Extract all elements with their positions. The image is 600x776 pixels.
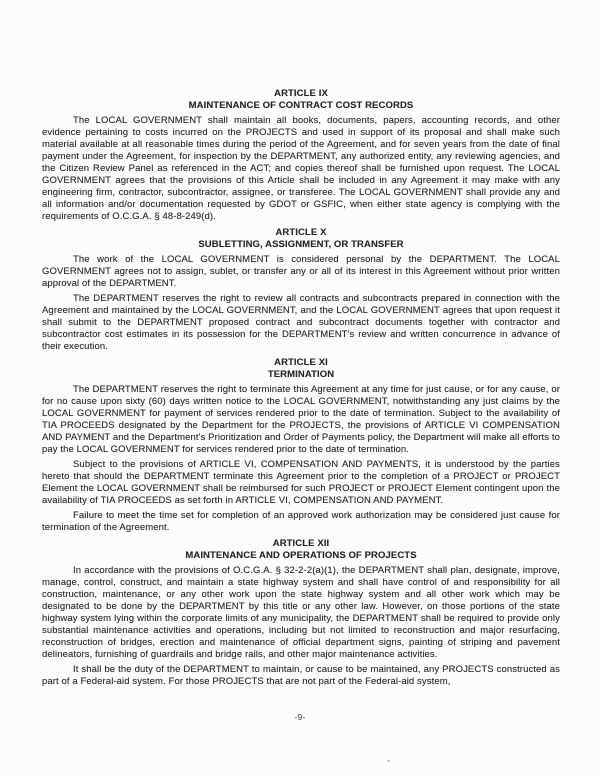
article-x-paragraph-2: The DEPARTMENT reserves the right to review all contracts and subcontracts prepared in connection with the Agreement and maintained by the LOCAL GOVERNMENT, and the LOCAL GOVERNMENT agrees that upon request it shall submit to the DEPARTMENT proposed contract and subcontract documents together with contractor and subcontractor cost estimates in its possession for the DEPARTMENT's review and written concurrence in advance of their execution. — [42, 293, 560, 352]
page-number: -9- — [294, 712, 306, 722]
article-xi-heading — [42, 357, 560, 381]
article-xi-title: TERMINATION — [267, 369, 335, 380]
article-xi-paragraph-2: Subject to the provisions of ARTICLE VI, COMPENSATION AND PAYMENTS, it is understood by the parties hereto that should the DEPARTMENT terminate this Agreement prior to the completion of a PROJECT or PROJECT Element the LOCAL GOVERNMENT shall be reimbursed for such PROJECT or PROJECT Element contingent upon the availability of TIA PROCEEDS as set forth in ARTICLE VI, COMPENSATION AND PAYMENT. — [42, 459, 560, 506]
article-x-heading — [42, 227, 560, 251]
article-xii-paragraph-1: In accordance with the provisions of O.C.G.A. § 32-2-2(a)(1), the DEPARTMENT shall plan, designate, improve, manage, control, construct, and maintain a state highway system and shall have control of and responsibility for all construction, maintenance, or any other work upon the state highway system and all other work which may be designated to be done by the DEPARTMENT by this title or any other law. However, on those portions of the state highway system lying within the corporate limits of any municipality, the DEPARTMENT shall be required to provide only substantial maintenance activities and operations, including but not limited to reconstruction and major resurfacing, reconstruction of bridges, erection and maintenance of official department signs, painting of striping and pavement delineators, furnishing of guardrails and bridge rails, and other major maintenance activities. — [42, 565, 560, 660]
article-ix-title: MAINTENANCE OF CONTRACT COST RECORDS — [188, 100, 414, 111]
article-xii-title: MAINTENANCE AND OPERATIONS OF PROJECTS — [185, 550, 417, 561]
scan-speck — [387, 760, 390, 762]
article-xii-number: ARTICLE XII — [272, 538, 330, 549]
article-xi-paragraph-1: The DEPARTMENT reserves the right to terminate this Agreement at any time for just cause, or for any cause, or for no cause upon sixty (60) days written notice to the LOCAL GOVERNMENT, notwithstanding any just claims by the LOCAL GOVERNMENT for payment of services rendered prior to the date of termination. Subject to the availability of TIA PROCEEDS designated by the Department for the PROJECTS, the provisions of ARTICLE VI COMPENSATION AND PAYMENT and the Department's Prioritization and Order of Payments policy, the Department will make all efforts to pay the LOCAL GOVERNMENT for services rendered prior to the date of termination. — [42, 384, 560, 455]
article-xi-number: ARTICLE XI — [274, 357, 328, 368]
contract-page-content — [42, 0, 560, 688]
article-ix-number: ARTICLE IX — [274, 88, 328, 99]
article-xii-section — [42, 538, 560, 688]
article-xii-heading — [42, 538, 560, 562]
article-ix-section — [42, 88, 560, 223]
article-x-section — [42, 227, 560, 353]
article-ix-heading — [42, 88, 560, 112]
article-xi-paragraph-3: Failure to meet the time set for completion of an approved work authorization may be considered just cause for termination of the Agreement. — [42, 510, 560, 533]
article-xii-paragraph-2: It shall be the duty of the DEPARTMENT to maintain, or cause to be maintained, any PROJECTS constructed as part of a Federal-aid system. For those PROJECTS that are not part of the Federal-aid system, — [42, 664, 560, 687]
article-x-paragraph-1: The work of the LOCAL GOVERNMENT is considered personal by the DEPARTMENT. The LOCAL GOVERNMENT agrees not to assign, sublet, or transfer any or all of its interest in this Agreement without prior written approval of the DEPARTMENT. — [42, 254, 560, 289]
article-xi-section — [42, 357, 560, 534]
article-ix-paragraph-1: The LOCAL GOVERNMENT shall maintain all books, documents, papers, accounting records, and other evidence pertaining to costs incurred on the PROJECTS and used in support of its proposal and shall make such material available at all reasonable times during the period of the Agreement, and for seven years from the date of final payment under the Agreement, for inspection by the DEPARTMENT, any authorized entity, any reviewing agencies, and the Citizen Review Panel as referenced in the ACT; and copies thereof shall be furnished upon request. The LOCAL GOVERNMENT agrees that the provisions of this Article shall be included in any Agreement it may make with any engineering firm, contractor, subcontractor, assignee, or transferee. The LOCAL GOVERNMENT shall provide any and all information and/or documentation requested by GDOT or GSFIC, when either state agency is complying with the requirements of O.C.G.A. § 48-8-249(d). — [42, 115, 560, 222]
article-x-title: SUBLETTING, ASSIGNMENT, OR TRANSFER — [198, 239, 404, 250]
article-x-number: ARTICLE X — [275, 227, 327, 238]
